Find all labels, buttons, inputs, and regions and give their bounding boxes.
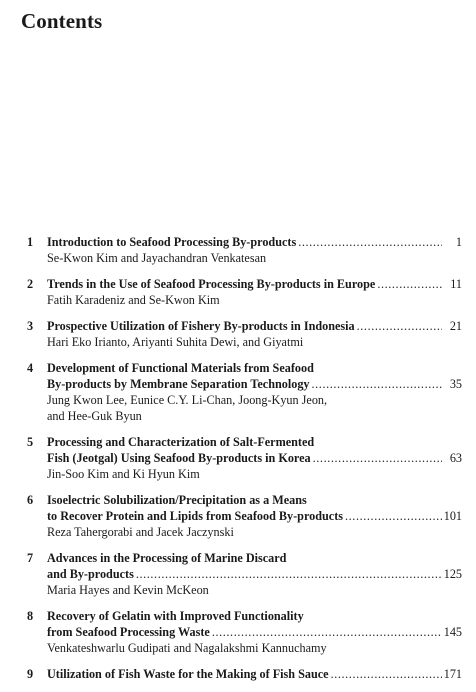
toc-author-line	[0, 466, 476, 482]
toc-title-leader	[47, 276, 442, 292]
dot-leader	[312, 376, 442, 392]
dot-leader	[313, 450, 442, 466]
chapter-number: 7	[27, 551, 34, 565]
chapter-title[interactable]: Advances in the Processing of Marine Discard	[47, 551, 287, 565]
toc-title-line	[0, 550, 476, 566]
chapter-title[interactable]: Isoelectric Solubilization/Precipitation as a Means	[47, 493, 307, 507]
toc-title-line	[0, 234, 476, 250]
toc-title-line	[0, 608, 476, 624]
chapter-authors: and Hee-Guk Byun	[47, 409, 142, 423]
chapter-title[interactable]: Introduction to Seafood Processing By-products	[47, 235, 297, 249]
page-number: 145	[443, 625, 462, 639]
toc-title-line	[0, 508, 476, 524]
toc-entry[interactable]	[0, 608, 476, 656]
page-number: 1	[455, 235, 462, 249]
table-of-contents	[0, 234, 476, 692]
page-number: 35	[449, 377, 462, 391]
chapter-number: 6	[27, 493, 34, 507]
toc-author-line	[0, 292, 476, 308]
chapter-title[interactable]: By-products by Membrane Separation Technology	[47, 377, 310, 391]
chapter-title[interactable]: Prospective Utilization of Fishery By-products in Indonesia	[47, 319, 355, 333]
toc-title-line	[0, 450, 476, 466]
chapter-title[interactable]: Recovery of Gelatin with Improved Functionality	[47, 609, 304, 623]
toc-title-line	[0, 276, 476, 292]
chapter-title[interactable]: Trends in the Use of Seafood Processing By-products in Europe	[47, 277, 376, 291]
toc-title-line	[0, 360, 476, 376]
toc-title-line	[0, 376, 476, 392]
toc-title-line	[0, 492, 476, 508]
toc-title-line	[0, 434, 476, 450]
toc-title-leader	[47, 318, 442, 334]
toc-author-line	[0, 250, 476, 266]
dot-leader	[298, 234, 442, 250]
toc-author-line	[0, 392, 476, 408]
chapter-title[interactable]: to Recover Protein and Lipids from Seafood By-products	[47, 509, 344, 523]
chapter-number: 2	[27, 277, 34, 291]
toc-title-line	[0, 318, 476, 334]
toc-author-line	[0, 582, 476, 598]
chapter-title[interactable]: Fish (Jeotgal) Using Seafood By-products in Korea	[47, 451, 311, 465]
chapter-authors: Jin-Soo Kim and Ki Hyun Kim	[47, 467, 200, 481]
dot-leader	[331, 666, 442, 682]
chapter-number: 9	[27, 667, 34, 681]
toc-title-leader	[47, 376, 442, 392]
page-number: 11	[450, 277, 462, 291]
chapter-title[interactable]: Development of Functional Materials from Seafood	[47, 361, 314, 375]
chapter-title[interactable]: and By-products	[47, 567, 134, 581]
chapter-number: 1	[27, 235, 34, 249]
dot-leader	[212, 624, 442, 640]
toc-entry[interactable]	[0, 318, 476, 350]
toc-author-line	[0, 524, 476, 540]
toc-title-leader	[47, 624, 442, 640]
toc-title-line	[0, 624, 476, 640]
toc-title-line	[0, 666, 476, 682]
chapter-title[interactable]: from Seafood Processing Waste	[47, 625, 210, 639]
chapter-authors: Jung Kwon Lee, Eunice C.Y. Li-Chan, Joong-Kyun Jeon,	[47, 393, 328, 407]
chapter-number: 5	[27, 435, 34, 449]
toc-author-line	[0, 334, 476, 350]
chapter-number: 3	[27, 319, 34, 333]
toc-title-leader	[47, 450, 442, 466]
chapter-number: 8	[27, 609, 34, 623]
toc-title-leader	[47, 508, 442, 524]
toc-entry[interactable]	[0, 360, 476, 424]
page-number: 63	[449, 451, 462, 465]
page-number: 125	[443, 567, 462, 581]
toc-author-line	[0, 640, 476, 656]
page-title: Contents	[21, 9, 103, 33]
toc-entry[interactable]	[0, 492, 476, 540]
chapter-authors: Fatih Karadeniz and Se-Kwon Kim	[47, 293, 220, 307]
toc-author-line	[0, 408, 476, 424]
chapter-authors: Se-Kwon Kim and Jayachandran Venkatesan	[47, 251, 267, 265]
dot-leader	[377, 276, 442, 292]
toc-entry[interactable]	[0, 234, 476, 266]
toc-title-leader	[47, 566, 442, 582]
toc-title-leader	[47, 234, 442, 250]
chapter-authors: Venkateshwarlu Gudipati and Nagalakshmi Kannuchamy	[47, 641, 327, 655]
toc-title-line	[0, 566, 476, 582]
chapter-number: 4	[27, 361, 34, 375]
chapter-title[interactable]: Processing and Characterization of Salt-Fermented	[47, 435, 315, 449]
page-number: 21	[449, 319, 462, 333]
toc-entry[interactable]	[0, 550, 476, 598]
chapter-title[interactable]: Utilization of Fish Waste for the Making of Fish Sauce	[47, 667, 329, 681]
toc-entry[interactable]	[0, 666, 476, 682]
toc-entry[interactable]	[0, 276, 476, 308]
dot-leader	[136, 566, 442, 582]
toc-entry[interactable]	[0, 434, 476, 482]
chapter-authors: Reza Tahergorabi and Jacek Jaczynski	[47, 525, 234, 539]
chapter-authors: Maria Hayes and Kevin McKeon	[47, 583, 209, 597]
page-number: 101	[443, 509, 462, 523]
page-number: 171	[443, 667, 462, 681]
toc-title-leader	[47, 666, 442, 682]
dot-leader	[345, 508, 442, 524]
chapter-authors: Hari Eko Irianto, Ariyanti Suhita Dewi, and Giyatmi	[47, 335, 304, 349]
dot-leader	[357, 318, 442, 334]
